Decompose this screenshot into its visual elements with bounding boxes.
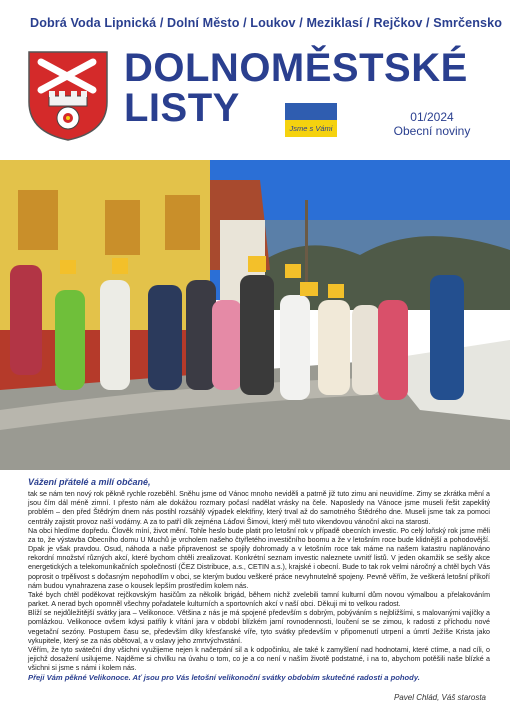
cover-photo [0,160,510,470]
article-paragraph-5: Věřím, že tyto sváteční dny všichni využijeme nejen k načerpání sil a k odpočinku, ale také k zamyšlení nad hodnotami, které ctíme, a nad cíli, o jejichž dosažení usilujeme. Najděme si chvilku na úvahu o tom, co je a co není v naším životě podstatné, i na to, abychom potěšili naše blízké a všichni si jsme s námi i kolem nás. [28,645,490,673]
newspaper-subtitle: Obecní noviny [393,124,471,138]
issue-number: 01/2024 [410,110,454,124]
masthead-title-line2: LISTY [124,86,240,130]
municipal-crest [27,50,109,142]
flag-blue-stripe [285,103,337,120]
article-paragraph-1: tak se nám ten nový rok pěkně rychle rozeběhl. Sněhu jsme od Vánoc mnoho neviděli a patrně již tuto zimu ani neuvidíme. Zimy se zkrátka mění a jsou čím dál méně zimní. I přesto nám ale dokážou rozmary počasí nadělat vrásky na čele. Naposledy na Vánoce jsme museli řešit zapeklitý problém – den před Štědrým dnem nás postihl rozsáhlý výpadek elektřiny, který trval až do samotného Štědrého dne. Museli jsme tak za pomoci centrály zajistit provoz naší vodárny. A za to patří dík zejména Láďovi Šimovi, který měl tuto vikendovou vánoční akci na starosti. [28,490,490,526]
issue-info [382,110,482,138]
villages-line: Dobrá Voda Lipnická / Dolní Město / Loukov / Meziklasí / Rejčkov / Smrčensko [30,16,503,30]
cover-photo-illustration [0,160,510,470]
article-paragraph-2: Na obci hledíme dopředu. Člověk míní, život mění. Tohle heslo bude platit pro letošní rok v případě obecních investic. Po celý loňský rok jsme měli za to, že výstavba Obecního domu U Muchů je vrcholem našeho čtyřletého investičního boomu a že v letošním roce bude klidnější a pohodovější. Dpak je však pravdou. Osud, náhoda a naše připravenost se spojily dohromady a v letošním roce tak máme na našem katastru naplánováno rekordní množství různých akcí, které bychom chtěli zrealizovat. Konkrétní seznam investic naleznete uvnitř listů. V jeden okamžik se sešly akce energetických a telekomunikačních společností (ČEZ Distribuce, a.s., CETIN a.s.), krajské i obecní. Bude to tak rok velmi náročný a chtěl bych Vás poprosit o trpělivost s dočasným nepohodlím v obci, se kterým budou veškeré práce nevyhnutelně spojeny. Pevně věřím, že veškerá letošní příkoří nám budou vynahrazena zase o kousek lepším prostředím kolem nás. [28,526,490,590]
masthead-title-line1: DOLNOMĚSTSKÉ [124,46,468,90]
editorial-article [28,478,490,682]
article-greeting: Vážení přátelé a milí občané, [28,477,151,487]
easter-wish: Přeji Vám pěkné Velikonoce. Ať jsou pro Vás letošní velikonoční svátky obdobím skutečné radosti a pohody. [28,673,420,683]
ukraine-flag-badge [285,103,337,137]
flag-caption: Jsme s Vámi [285,120,337,137]
article-paragraph-4: Blíží se nejdůležitější svátky jara – Velikonoce. Většina z nás je má spojené především s dobrým, pobýváním s nejbližšími, s malovanými vajíčky a pomlázkou. Velikonoce ovšem kdysi patřily k vítání jara v období blízkém jarní rovnodennosti, loučení se se zimou, k radosti z příchodu nové vegetační sezóny. Postupem času se, především díky křesťanské víře, tyto svátky především v připomenutí utrpení a úmrtí Ježíše Krista jako vykupitele, který se za nás obětoval, a v oslavy jeho zmrtvýchvstání. [28,609,490,645]
signature: Pavel Chlád, Váš starosta [393,693,486,702]
article-paragraph-3: Také bych chtěl poděkovat rejčkovským hasičům za několik brigád, během nichž zvelebili tamní kulturní dům novou výmalbou a přelakováním parket. A nerad bych opomněl všechny pořadatele kulturních a sportovních akcí v naší obci. Děkuji mi to velkou radost. [28,590,490,609]
